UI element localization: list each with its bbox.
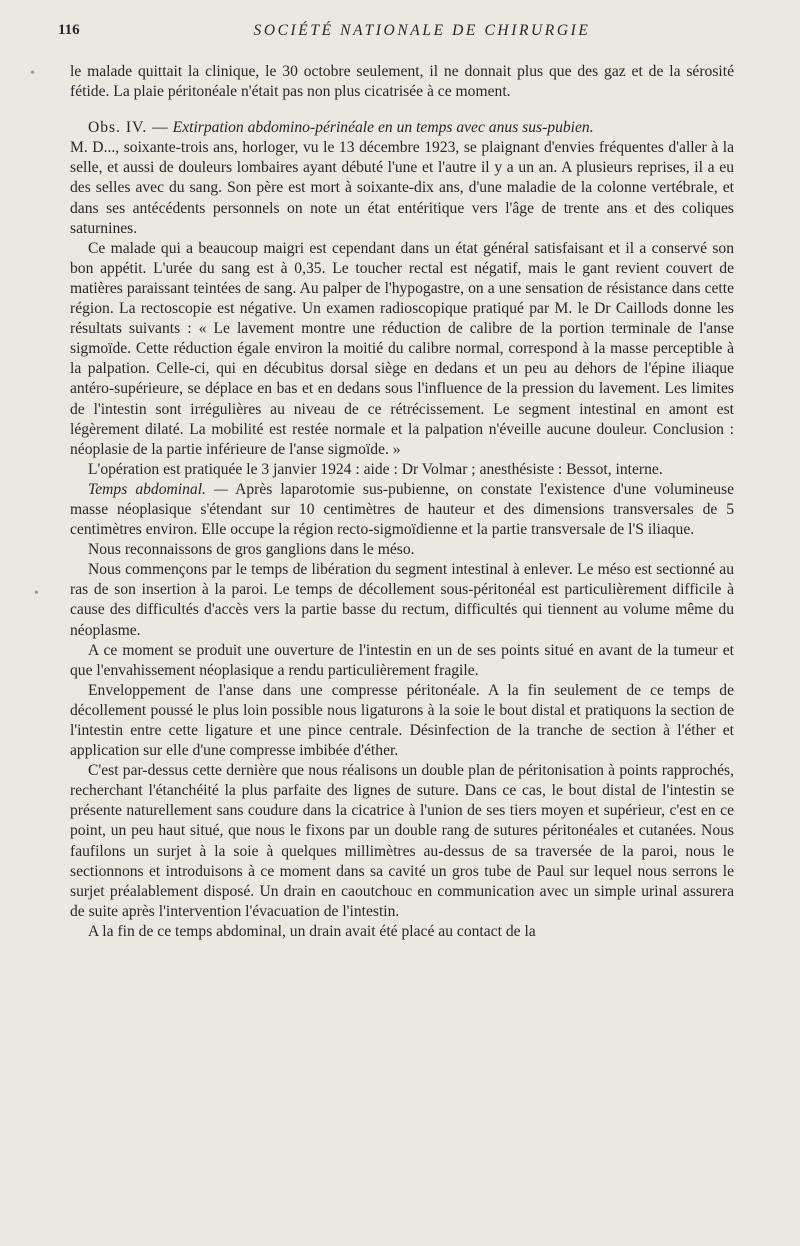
paragraph: L'opération est pratiquée le 3 janvier 1924 : aide : Dr Volmar ; anesthésiste : Bessot, interne. bbox=[88, 460, 663, 478]
margin-mark: • bbox=[34, 586, 39, 601]
page-number: 116 bbox=[58, 22, 80, 38]
observation-label: Obs. IV. — bbox=[88, 119, 169, 137]
observation-paragraph bbox=[70, 118, 734, 239]
running-title: SOCIÉTÉ NATIONALE DE CHIRURGIE bbox=[253, 22, 591, 39]
paragraph-text: Après laparotomie sus-pubienne, on constate l'existence d'une volumineuse masse néoplasique s'étendant sur 10 centimètres de hauteur et des dimensions transversales de 5 centimètres environ. Elle occupe la région recto-sigmoïdienne et la partie transversale de l'S iliaque. bbox=[70, 480, 734, 539]
paragraph: Ce malade qui a beaucoup maigri est cependant dans un état général satisfaisant et il a conservé son bon appétit. L'urée du sang est à 0,35. Le toucher rectal est négatif, mais le gant revient couvert de matières paraissant teintées de sang. Au palper de l'hypogastre, on a une sensation de résistance dans cette région. La rectoscopie est négative. Un examen radioscopique pratiqué par M. le Dr Caillods donne les résultats suivants : « Le lavement montre une réduction de calibre de la portion terminale de l'anse sigmoïde. Cette réduction égale environ la moitié du calibre normal, correspond à la masse perceptible à la palpation. Celle-ci, qui en décubitus dorsal siège en dedans et un peu au dehors de l'épine iliaque antéro-supérieure, se déplace en bas et en dedans sous l'influence de la pression du lavement. Les limites de l'intestin sont irrégulières au niveau de ce rétrécissement. Le segment intestinal en amont est légèrement dilaté. La mobilité est restée normale et la palpation n'éveille aucune douleur. Conclusion : néoplasie de la partie inférieure de l'anse sigmoïde. » bbox=[70, 239, 734, 458]
paragraph: Nous reconnaissons de gros ganglions dans le méso. bbox=[88, 541, 415, 559]
paragraph: A la fin de ce temps abdominal, un drain avait été placé au contact de la bbox=[88, 922, 536, 940]
paragraph: Enveloppement de l'anse dans une compresse péritonéale. A la fin seulement de ce temps de décollement poussé le plus loin possible nous ligaturons à la soie le bout distal et pratiquons la section de l'intestin entre cette ligature et une pince centrale. Désinfection de la tranche de section à l'éther et application sur elle d'une compresse imbibée d'éther. bbox=[70, 681, 734, 760]
section-subheading: Temps abdominal. — bbox=[88, 480, 228, 498]
body-text bbox=[70, 62, 734, 942]
observation-body: M. D..., soixante-trois ans, horloger, vu le 13 décembre 1923, se plaignant d'envies fréquentes d'aller à la selle, et aussi de douleurs lombaires ayant débuté l'une et l'autre il y a un an. A plusieurs reprises, il a eu des selles avec du sang. Son père est mort à soixante-dix ans, d'une maladie de la colonne vertébrale, et dans ses antécédents personnels on note un état entéritique vers l'âge de trente ans et des coliques saturnines. bbox=[70, 139, 734, 237]
paragraph bbox=[70, 480, 734, 540]
page-header bbox=[58, 22, 734, 48]
paragraph: C'est par-dessus cette dernière que nous réalisons un double plan de péritonisation à points rapprochés, recherchant l'étanchéité la plus parfaite des lignes de suture. Dans ce cas, le bout distal de l'intestin se présente naturellement sans coudure dans la cicatrice à l'union de ses tiers moyen et supérieur, c'est en ce point, un peu haut situé, que nous le fixons par un double rang de sutures péritonéales et cutanées. Nous faufilons un surjet à la soie à quelques millimètres au-dessus de sa traversée de la paroi, nous le sectionnons et introduisons à ce moment dans sa cavité un gros tube de Paul sur lequel nous serrons le surjet préalablement disposé. Un drain en caoutchouc en communication avec un simple urinal assurera de suite après l'intervention l'évacuation de l'intestin. bbox=[70, 762, 734, 920]
margin-mark: • bbox=[30, 66, 35, 81]
observation-title: Extirpation abdomino-périnéale en un temps avec anus sus-pubien. bbox=[172, 119, 594, 137]
paragraph: Nous commençons par le temps de libération du segment intestinal à enlever. Le méso est sectionné au ras de son insertion à la paroi. Le temps de décollement sous-péritonéal est particulièrement difficile à cause des difficultés d'accès vers la partie basse du rectum, difficultés qui tiennent au volume même du néoplasme. bbox=[70, 561, 734, 639]
paragraph: A ce moment se produit une ouverture de l'intestin en un de ses points situé en avant de la tumeur et que l'envahissement néoplasique a rendu particulièrement fragile. bbox=[70, 641, 734, 679]
paragraph: le malade quittait la clinique, le 30 octobre seulement, il ne donnait plus que des gaz et de la sérosité fétide. La plaie péritonéale n'était pas non plus cicatrisée à ce moment. bbox=[70, 63, 734, 101]
